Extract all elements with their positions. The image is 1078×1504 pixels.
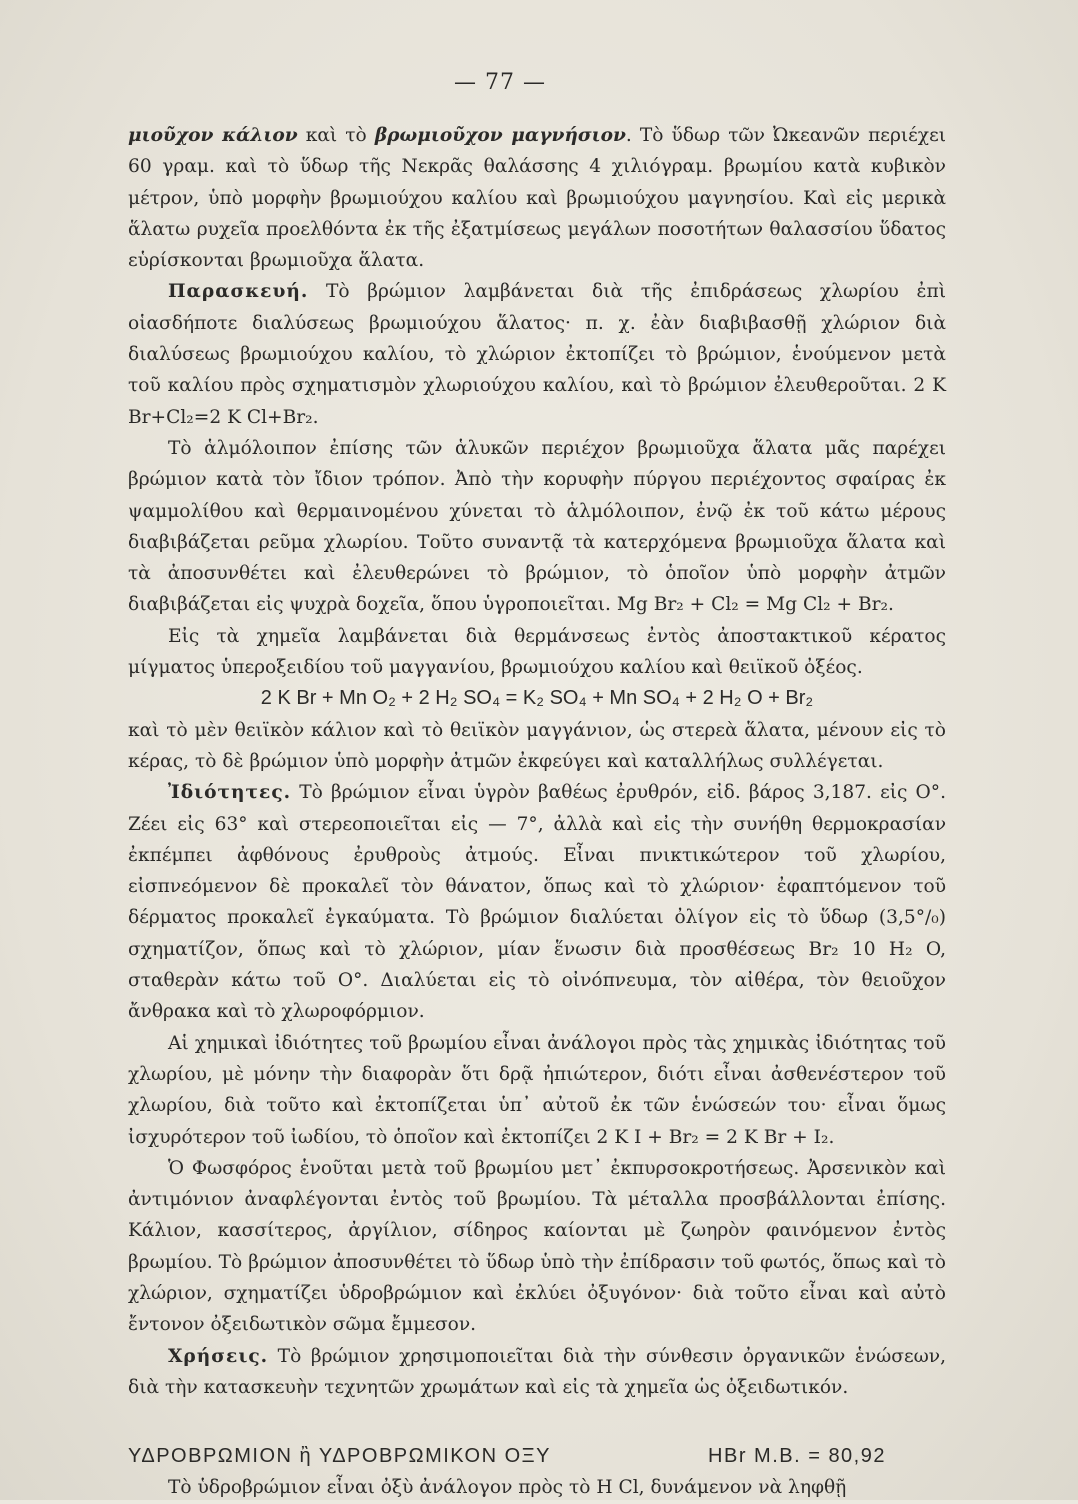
paragraph-1 <box>128 120 946 276</box>
paragraph-properties <box>128 777 946 1027</box>
paragraph-1-connector: καὶ τὸ <box>297 125 375 146</box>
uses-text: Τὸ βρώμιον χρησιμοποιεῖται διὰ τὴν σύνθεσιν ὀργανικῶν ἑνώσεων, διὰ τὴν κατασκευὴν τεχνητῶν χρωμάτων καὶ εἰς τὰ χημεῖα ὡς ὀξειδωτικόν. <box>128 1345 946 1398</box>
paragraph-preparation <box>128 276 946 432</box>
section-title-name: ΥΔΡΟΒΡΩΜΙΟΝ ἢ ΥΔΡΟΒΡΩΜΙΚΟΝ ΟΞΥ <box>128 1445 551 1468</box>
paragraph-7: Αἱ χημικαὶ ἰδιότητες τοῦ βρωμίου εἶναι ἀνάλογοι πρὸς τὰς χημικὰς ἰδιότητας τοῦ χλωρίου, μὲ μόνην τὴν διαφορὰν ὅτι δρᾷ ἠπιώτερον, διότι εἶναι ἀσθενέστερον τοῦ χλωρίου, διὰ τοῦτο καὶ ἐκτοπίζεται ὑπ᾽ αὐτοῦ ἐκ τῶν ἑνώσεών του· εἶναι ὅμως ἰσχυρότερον τοῦ ἰωδίου, τὸ ὁποῖον καὶ ἐκτοπίζει 2 K I + Br₂ = 2 K Br + I₂. <box>128 1032 946 1148</box>
paragraph-8: Ὁ Φωσφόρος ἑνοῦται μετὰ τοῦ βρωμίου μετ᾽ ἐκπυρσοκροτήσεως. Ἀρσενικὸν καὶ ἀντιμόνιον ἀναφλέγονται ἐντὸς τοῦ βρωμίου. Τὰ μέταλλα προσβάλλονται ἐπίσης. Κάλιον, κασσίτερος, ἀργίλιον, σίδηρος καίονται μὲ ζωηρὸν φαινόμενον ἐντὸς βρωμίου. Τὸ βρώμιον ἀποσυνθέτει τὸ ὕδωρ ὑπὸ τὴν ἐπίδρασιν τοῦ φωτός, ὅπως καὶ τὸ χλώριον, σχηματίζει ὑδροβρώμιον καὶ ἐκλύει ὀξυγόνον· διὰ τοῦτο εἶναι καὶ αὐτὸ ἔντονον ὀξειδωτικὸν σῶμα ἔμμεσον. <box>128 1157 946 1336</box>
paragraph-1-text: . Τὸ ὕδωρ τῶν Ὠκεανῶν περιέχει 60 γραμ. καὶ τὸ ὕδωρ τῆς Νεκρᾶς θαλάσσης 4 χιλιόγραμ. βρωμίου κατὰ κυβικὸν μέτρον, ὑπὸ μορφὴν βρωμιούχου καλίου καὶ βρωμιούχου μαγνησίου. Καὶ εἰς μερικὰ ἅλατω ρυχεῖα προελθόντα ἐκ τῆς ἐξατμίσεως μεγάλων ποσοτήτων θαλασσίου ὕδατος εὑρίσκονται βρωμιοῦχα ἅλατα. <box>128 125 946 272</box>
heading-uses: Χρήσεις. <box>168 1345 269 1367</box>
body-text <box>128 120 946 1504</box>
paragraph-4: Εἰς τὰ χημεῖα λαμβάνεται διὰ θερμάνσεως ἐντὸς ἀποστακτικοῦ κέρατος μίγματος ὑπεροξειδίου τοῦ μαγγανίου, βρωμιούχου καλίου καὶ θειϊκοῦ ὀξέος. <box>128 625 946 679</box>
molecular-weight: HBr M.B. = 80,92 <box>708 1445 886 1468</box>
paragraph-uses <box>128 1341 946 1404</box>
paragraph-5: καὶ τὸ μὲν θειϊκὸν κάλιον καὶ τὸ θειϊκὸν μαγγάνιον, ὡς στερεὰ ἅλατα, μένουν εἰς τὸ κέρας, τὸ δὲ βρώμιον ὑπὸ μορφὴν ἀτμῶν ἐκφεύγει καὶ καταλλήλως συλλέγεται. <box>128 719 946 772</box>
paragraph-10: Τὸ ὑδροβρώμιον εἶναι ὀξὺ ἀνάλογον πρὸς τὸ H Cl, δυνάμενον νὰ ληφθῇ <box>168 1477 847 1499</box>
paragraph-3: Τὸ ἁλμόλοιπον ἐπίσης τῶν ἁλυκῶν περιέχον βρωμιοῦχα ἅλατα μᾶς παρέχει βρώμιον κατὰ τὸν ἴδιον τρόπον. Ἀπὸ τὴν κορυφὴν πύργου περιέχοντος σφαίρας ἐκ ψαμμολίθου καὶ θερμαινομένου χύνεται τὸ ἁλμόλοιπον, ἐνῷ ἐκ τοῦ κάτω μέρους διαβιβάζεται ρεῦμα χλωρίου. Τοῦτο συναντᾷ τὰ κατερχόμενα βρωμιοῦχα ἅλατα καὶ τὰ ἀποσυνθέτει καὶ ἐλευθερώνει τὸ βρώμιον, τὸ ὁποῖον ὑπὸ μορφὴν ἀτμῶν διαβιβάζεται εἰς ψυχρὰ δοχεῖα, ὅπου ὑγροποιεῖται. Mg Br₂ + Cl₂ = Mg Cl₂ + Br₂. <box>128 437 946 616</box>
term-bromide-magnesium: βρωμιοῦχον μαγνήσιον <box>374 125 626 146</box>
term-bromide-potassium: μιοῦχον κάλιον <box>128 125 298 146</box>
heading-properties: Ἰδιότητες. <box>168 782 292 804</box>
reaction-formula: 2 K Br + Mn O₂ + 2 H₂ SO₄ = K₂ SO₄ + Mn SO₄ + 2 H₂ O + Br₂ <box>260 687 814 710</box>
section-title <box>128 1441 946 1472</box>
heading-preparation: Παρασκευή. <box>168 281 309 303</box>
page-number: — 77 — <box>454 70 546 95</box>
properties-text: Τὸ βρώμιον εἶναι ὑγρὸν βαθέως ἐρυθρόν, εἰδ. βάρος 3,187. εἰς O°. Ζέει εἰς 63° καὶ στερεοποιεῖται εἰς — 7°, ἀλλὰ καὶ εἰς τὴν συνήθη θερμοκρασίαν ἐκπέμπει ἀφθόνους ἐρυθροὺς ἀτμούς. Εἶναι πνικτικώτερον τοῦ χλωρίου, εἰσπνεόμενον δὲ προκαλεῖ τὸν θάνατον, ὅπως καὶ τὸ χλώριον· ἐφαπτόμενον τοῦ δέρματος προκαλεῖ ἐγκαύματα. Τὸ βρώμιον διαλύεται ὀλίγον εἰς τὸ ὕδωρ (3,5°/₀) σχηματίζον, ὅπως καὶ τὸ χλώριον, μίαν ἕνωσιν διὰ προσθέσεως Br₂ 10 H₂ O, σταθερὰν κάτω τοῦ O°. Διαλύεται εἰς τὸ οἰνόπνευμα, τὸν αἰθέρα, τὸν θειοῦχον ἄνθρακα καὶ τὸ χλωροφόρμιον. <box>128 782 946 1023</box>
preparation-text: Τὸ βρώμιον λαμβάνεται διὰ τῆς ἐπιδράσεως χλωρίου ἐπὶ οἱασδήποτε διαλύσεως βρωμιούχου ἅλατος· π. χ. ἐὰν διαβιβασθῇ χλώριον διὰ διαλύσεως βρωμιούχου καλίου, τὸ χλώριον ἐκτοπίζει τὸ βρώμιον, ἑνούμενον μετὰ τοῦ καλίου πρὸς σχηματισμὸν χλωριούχου καλίου, καὶ τὸ βρώμιον ἐλευθεροῦται. 2 K Br+Cl₂=2 K Cl+Br₂. <box>128 281 946 428</box>
